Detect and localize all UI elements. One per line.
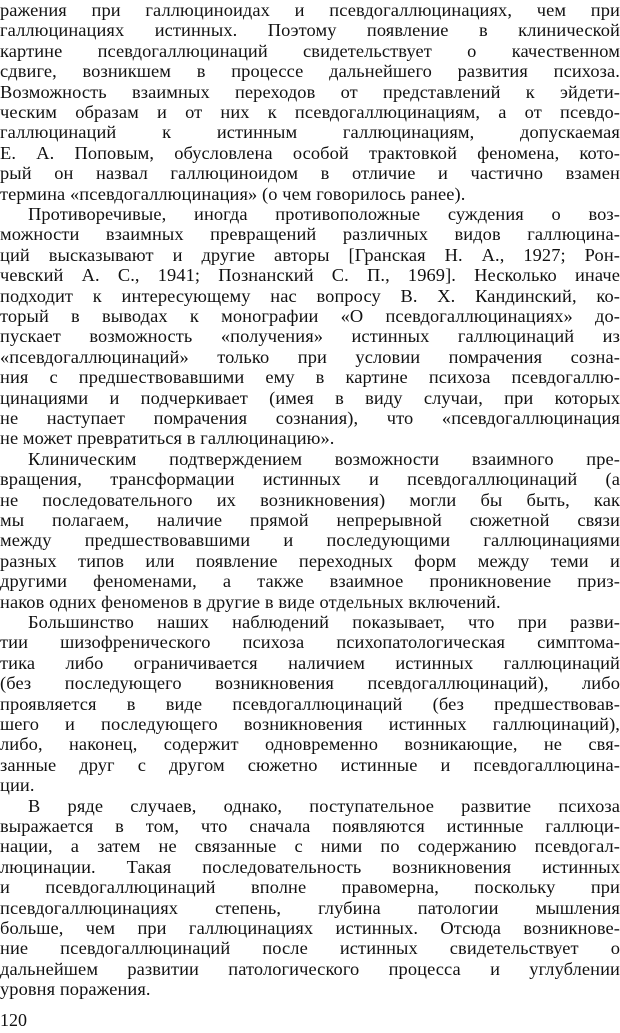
text-line: подходит к интересующему нас вопросу В. Х. Кандинский, ко- bbox=[0, 285, 620, 306]
page-number: 120 bbox=[0, 1010, 27, 1030]
text-line: галлюцинациях истинных. Поэтому появление в клинической bbox=[0, 20, 620, 41]
text-line: проявляется в виде псевдогаллюцинаций (без предшествовав- bbox=[0, 693, 620, 714]
text-line: другими феноменами, а также взаимное проникновение приз- bbox=[0, 571, 620, 592]
text-line: между предшествовавшими и последующими галлюцинациями bbox=[0, 530, 620, 551]
text-line: вращения, трансформации истинных и псевдогаллюцинаций (а bbox=[0, 469, 620, 490]
text-line: (без последующего возникновения псевдогаллюцинаций), либо bbox=[0, 673, 620, 694]
text-line: нации, а затем не связанные с ними по содержанию псевдогал- bbox=[0, 836, 620, 857]
text-line: ния с предшествовавшими ему в картине психоза псевдогаллю- bbox=[0, 367, 620, 388]
text-line: не последовательного их возникновения) могли бы быть, как bbox=[0, 489, 620, 510]
text-line: В ряде случаев, однако, поступательное развитие психоза bbox=[28, 795, 620, 816]
text-line: Возможность взаимных переходов от представлений к эйдети- bbox=[0, 81, 620, 102]
text-line: сдвиге, возникшем в процессе дальнейшего развития психоза. bbox=[0, 61, 620, 82]
text-line: картине псевдогаллюцинаций свидетельствует о качественном bbox=[0, 40, 620, 61]
text-line: тии шизофренического психоза психопатологическая симптома- bbox=[0, 632, 620, 653]
text-line: дальнейшем развитии патологического процесса и углублении bbox=[0, 958, 620, 979]
text-line: цинациями и подчеркивает (имея в виду случаи, при которых bbox=[0, 387, 620, 408]
text-line: Противоречивые, иногда противоположные суждения о воз- bbox=[28, 204, 620, 224]
text-line: занные друг с другом сюжетно истинные и псевдогаллюцина- bbox=[0, 754, 620, 775]
text-line: мы полагаем, наличие прямой непрерывной сюжетной связи bbox=[0, 510, 620, 530]
text-line: термина «псевдогаллюцинация» (о чем говорилось ранее). bbox=[0, 183, 466, 204]
text-line: ческим образам и от них к псевдогаллюцинациям, а от псевдо- bbox=[0, 102, 620, 122]
text-line: либо, наконец, содержит одновременно возникающие, не свя- bbox=[0, 734, 620, 755]
text-line: торый в выводах к монографии «О псевдогаллюцинациях» до- bbox=[0, 306, 620, 326]
text-line: люцинации. Такая последовательность возникновения истинных bbox=[0, 856, 620, 877]
text-line: рый он назвал галлюциноидом в отличие и частично взамен bbox=[0, 163, 620, 184]
text-line: разных типов или появление переходных форм между теми и bbox=[0, 550, 620, 571]
text-line: ние псевдогаллюцинаций после истинных свидетельствует о bbox=[0, 938, 620, 959]
text-line: наков одних феноменов в другие в виде отдельных включений. bbox=[0, 591, 501, 612]
text-line: ции. bbox=[0, 775, 35, 796]
text-line: псевдогаллюцинациях степень, глубина патологии мышления bbox=[0, 897, 620, 918]
text-line: тика либо ограничивается наличием истинных галлюцинаций bbox=[0, 652, 620, 673]
text-line: галлюцинаций к истинным галлюцинациям, допускаемая bbox=[0, 122, 620, 143]
text-line: «псевдогаллюцинаций» только при условии помрачения созна- bbox=[0, 346, 620, 367]
text-line: Клиническим подтверждением возможности взаимного пре- bbox=[28, 448, 620, 469]
text-line: больше, чем при галлюцинациях истинных. Отсюда возникнове- bbox=[0, 918, 620, 938]
text-line: Е. А. Поповым, обусловлена особой трактовкой феномена, кото- bbox=[0, 142, 620, 163]
text-line: уровня поражения. bbox=[0, 979, 151, 1000]
text-line: не может превратиться в галлюцинацию». bbox=[0, 428, 335, 449]
text-line: ций высказывают и другие авторы [Гранская Н. А., 1927; Рон- bbox=[0, 244, 620, 265]
text-line: Большинство наших наблюдений показывает, что при разви- bbox=[28, 612, 620, 632]
text-line: и псевдогаллюцинаций вполне правомерна, поскольку при bbox=[0, 877, 620, 898]
text-line: чевский А. С., 1941; Познанский С. П., 1969]. Несколько иначе bbox=[0, 265, 620, 286]
text-line: шего и последующего возникновения истинных галлюцинаций), bbox=[0, 714, 620, 734]
text-line: не наступает помрачения сознания), что «псевдогаллюцинация bbox=[0, 408, 620, 428]
text-line: можности взаимных превращений различных видов галлюцина- bbox=[0, 224, 620, 245]
text-line: выражается в том, что сначала появляются истинные галлюци- bbox=[0, 816, 620, 836]
text-line: ражения при галлюциноидах и псевдогаллюцинациях, чем при bbox=[0, 0, 620, 20]
text-line: пускает возможность «получения» истинных галлюцинаций из bbox=[0, 326, 620, 347]
